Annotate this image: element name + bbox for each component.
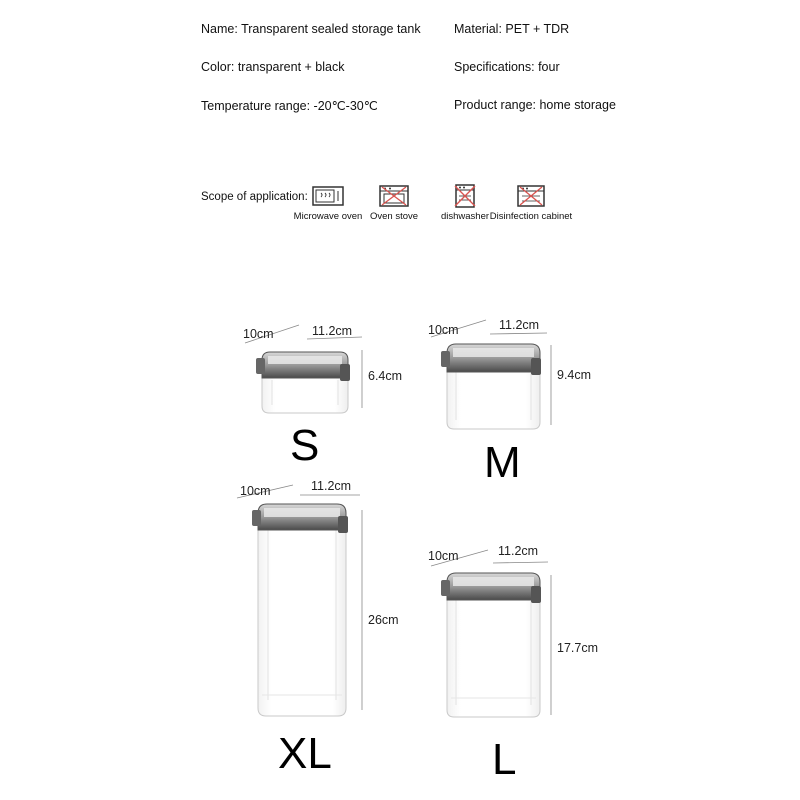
scope-item-label: Microwave oven: [293, 211, 363, 222]
s-height-label: 6.4cm: [368, 369, 403, 383]
spec-color: Color: transparent + black: [201, 60, 345, 74]
xl-width-label: 11.2cm: [311, 479, 352, 493]
m-width-label: 11.2cm: [499, 318, 540, 332]
spec-specifications: Specifications: four: [454, 60, 560, 74]
s-depth-label: 10cm: [243, 327, 274, 341]
scope-item-label: Disinfection cabinet: [489, 211, 573, 222]
size-label-s: S: [290, 421, 320, 470]
scope-label: Scope of application:: [201, 191, 308, 203]
l-depth-label: 10cm: [428, 549, 459, 563]
spec-material: Material: PET + TDR: [454, 22, 570, 36]
l-height-label: 17.7cm: [557, 641, 598, 655]
m-depth-label: 10cm: [428, 323, 459, 337]
scope-item-label: dishwasher: [440, 211, 490, 222]
s-width-label: 11.2cm: [312, 324, 353, 338]
xl-depth-label: 10cm: [240, 484, 271, 498]
size-label-m: M: [484, 438, 521, 487]
spec-name: Name: Transparent sealed storage tank: [201, 22, 421, 36]
scope-item-label: Oven stove: [369, 211, 419, 222]
spec-temperature: Temperature range: -20℃-30℃: [201, 99, 378, 113]
size-label-xl: XL: [278, 729, 332, 778]
m-height-label: 9.4cm: [557, 368, 592, 382]
l-width-label: 11.2cm: [498, 544, 539, 558]
container-l: [431, 550, 551, 717]
xl-height-label: 26cm: [368, 613, 399, 627]
size-label-l: L: [492, 735, 517, 784]
spec-product-range: Product range: home storage: [454, 98, 616, 112]
container-xl: [237, 485, 362, 716]
